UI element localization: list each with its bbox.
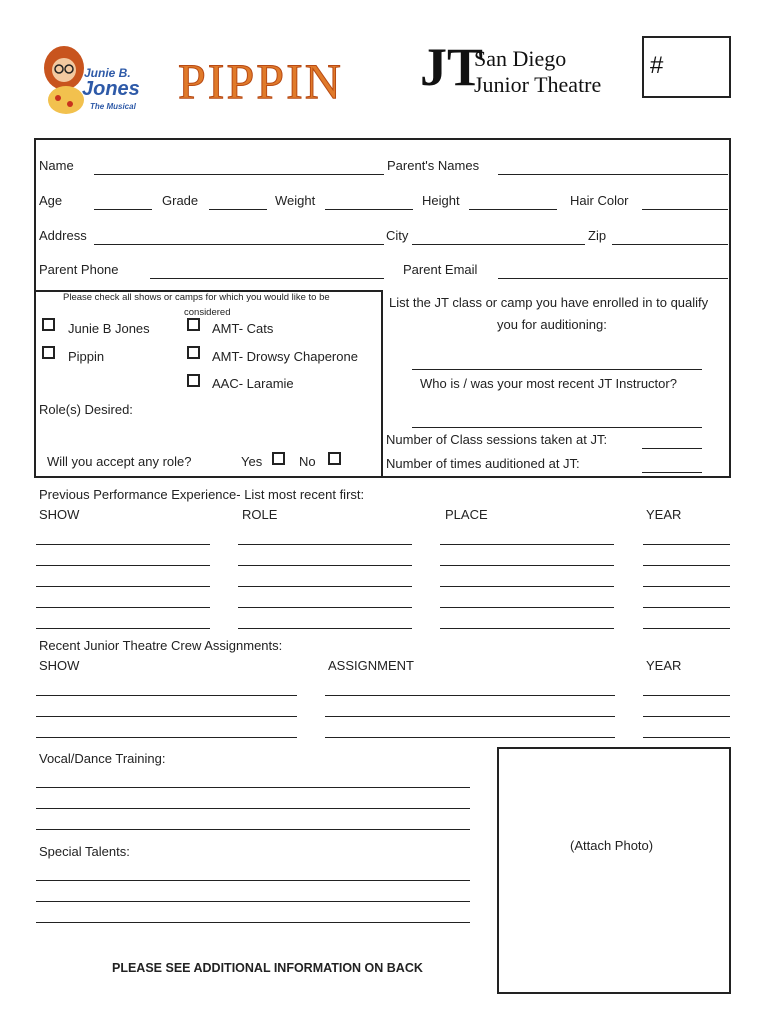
parent-phone-label: Parent Phone xyxy=(39,262,119,277)
pippin-option: Pippin xyxy=(68,349,105,364)
junie-logo-title: Junie B. xyxy=(84,66,131,80)
experience-row-5-year[interactable] xyxy=(643,628,730,629)
accept-any-role-label: Will you accept any role? xyxy=(47,454,192,469)
crew-row-1-show[interactable] xyxy=(36,695,297,696)
parents-names-label: Parent's Names xyxy=(387,158,480,173)
aac-laramie-option: AAC- Laramie xyxy=(212,376,294,391)
parent-email-field[interactable] xyxy=(498,278,728,279)
age-field[interactable] xyxy=(94,209,152,210)
weight-label: Weight xyxy=(275,193,316,208)
org-name-line1: San Diego xyxy=(474,46,567,71)
name-label: Name xyxy=(39,158,74,173)
experience-row-3-year[interactable] xyxy=(643,586,730,587)
crew-row-2-assignment[interactable] xyxy=(325,716,615,717)
amt-cats-option: AMT- Cats xyxy=(212,321,274,336)
experience-row-5-place[interactable] xyxy=(440,628,614,629)
experience-row-4-show[interactable] xyxy=(36,607,210,608)
crew-row-2-show[interactable] xyxy=(36,716,297,717)
city-field[interactable] xyxy=(412,244,585,245)
crew-col-show: SHOW xyxy=(39,658,80,673)
height-field[interactable] xyxy=(469,209,557,210)
zip-field[interactable] xyxy=(612,244,728,245)
age-label: Age xyxy=(39,193,63,208)
crew-row-2-year[interactable] xyxy=(643,716,730,717)
junie-b-jones-option: Junie B Jones xyxy=(68,321,150,336)
address-label: Address xyxy=(39,228,87,243)
crew-row-3-year[interactable] xyxy=(643,737,730,738)
experience-row-3-show[interactable] xyxy=(36,586,210,587)
crew-title: Recent Junior Theatre Crew Assignments: xyxy=(39,638,283,653)
vocal-dance-line-2[interactable] xyxy=(36,808,470,809)
experience-row-2-year[interactable] xyxy=(643,565,730,566)
number-box[interactable] xyxy=(642,36,731,98)
vocal-dance-line-3[interactable] xyxy=(36,829,470,830)
zip-label: Zip xyxy=(588,228,607,243)
experience-row-3-role[interactable] xyxy=(238,586,412,587)
pippin-logo-text: PIPPIN xyxy=(178,53,343,109)
org-name-line2: Junior Theatre xyxy=(474,72,602,97)
sessions-question: Number of Class sessions taken at JT: xyxy=(386,432,608,447)
special-talents-label: Special Talents: xyxy=(39,844,130,859)
junie-logo-musical: The Musical xyxy=(90,102,136,111)
instructor-field[interactable] xyxy=(412,427,702,428)
crew-col-year: YEAR xyxy=(646,658,682,673)
vocal-dance-line-1[interactable] xyxy=(36,787,470,788)
crew-row-1-assignment[interactable] xyxy=(325,695,615,696)
grade-field[interactable] xyxy=(209,209,267,210)
special-talents-line-1[interactable] xyxy=(36,880,470,881)
experience-row-4-year[interactable] xyxy=(643,607,730,608)
enrolled-question-1: List the JT class or camp you have enrolled in to qualify xyxy=(389,295,709,310)
experience-row-5-show[interactable] xyxy=(36,628,210,629)
junie-b-jones-checkbox[interactable] xyxy=(42,318,55,331)
crew-col-assignment: ASSIGNMENT xyxy=(328,658,414,673)
yes-checkbox[interactable] xyxy=(272,452,285,465)
back-page-notice: PLEASE SEE ADDITIONAL INFORMATION ON BACK xyxy=(112,961,423,975)
photo-box[interactable] xyxy=(497,747,731,994)
san-diego-junior-theatre-logo xyxy=(418,36,638,108)
experience-row-1-role[interactable] xyxy=(238,544,412,545)
experience-row-4-role[interactable] xyxy=(238,607,412,608)
experience-row-1-year[interactable] xyxy=(643,544,730,545)
roles-desired-label: Role(s) Desired: xyxy=(39,402,133,417)
auditioned-question: Number of times auditioned at JT: xyxy=(386,456,580,471)
auditioned-field[interactable] xyxy=(642,472,702,473)
experience-row-2-place[interactable] xyxy=(440,565,614,566)
experience-row-1-show[interactable] xyxy=(36,544,210,545)
experience-col-place: PLACE xyxy=(445,507,488,522)
vocal-dance-label: Vocal/Dance Training: xyxy=(39,751,166,766)
experience-col-year: YEAR xyxy=(646,507,682,522)
experience-col-role: ROLE xyxy=(242,507,278,522)
enrolled-class-field[interactable] xyxy=(412,369,702,370)
special-talents-line-2[interactable] xyxy=(36,901,470,902)
hair-color-field[interactable] xyxy=(642,209,728,210)
experience-row-5-role[interactable] xyxy=(238,628,412,629)
experience-row-2-role[interactable] xyxy=(238,565,412,566)
parent-email-label: Parent Email xyxy=(403,262,478,277)
experience-title: Previous Performance Experience- List most recent first: xyxy=(39,487,365,502)
instructor-question: Who is / was your most recent JT Instructor? xyxy=(420,376,677,391)
special-talents-line-3[interactable] xyxy=(36,922,470,923)
experience-row-4-place[interactable] xyxy=(440,607,614,608)
crew-row-3-show[interactable] xyxy=(36,737,297,738)
crew-row-3-assignment[interactable] xyxy=(325,737,615,738)
experience-row-1-place[interactable] xyxy=(440,544,614,545)
shows-instructions-2: considered xyxy=(184,307,231,318)
grade-label: Grade xyxy=(162,193,199,208)
experience-row-2-show[interactable] xyxy=(36,565,210,566)
enrolled-question-2: you for auditioning: xyxy=(497,317,607,332)
attach-photo-label: (Attach Photo) xyxy=(570,838,654,853)
parents-names-field[interactable] xyxy=(498,174,728,175)
aac-laramie-checkbox[interactable] xyxy=(187,374,200,387)
pippin-checkbox[interactable] xyxy=(42,346,55,359)
pippin-logo xyxy=(178,50,348,120)
city-label: City xyxy=(386,228,409,243)
amt-cats-checkbox[interactable] xyxy=(187,318,200,331)
number-label: # xyxy=(650,52,664,79)
address-field[interactable] xyxy=(94,244,384,245)
no-label: No xyxy=(299,454,316,469)
weight-field[interactable] xyxy=(325,209,413,210)
amt-drowsy-chaperone-option: AMT- Drowsy Chaperone xyxy=(212,349,358,364)
experience-col-show: SHOW xyxy=(39,507,80,522)
hair-color-label: Hair Color xyxy=(570,193,629,208)
height-label: Height xyxy=(422,193,460,208)
parent-phone-field[interactable] xyxy=(150,278,384,279)
name-field[interactable] xyxy=(94,174,384,175)
junie-logo-sub: Jones xyxy=(82,78,140,100)
no-checkbox[interactable] xyxy=(328,452,341,465)
sessions-field[interactable] xyxy=(642,448,702,449)
experience-row-3-place[interactable] xyxy=(440,586,614,587)
amt-drowsy-chaperone-checkbox[interactable] xyxy=(187,346,200,359)
yes-label: Yes xyxy=(241,454,263,469)
junie-b-jones-logo xyxy=(40,42,150,117)
shows-instructions: Please check all shows or camps for which you would like to be xyxy=(63,292,330,303)
jt-mark: JT xyxy=(420,37,484,97)
crew-row-1-year[interactable] xyxy=(643,695,730,696)
